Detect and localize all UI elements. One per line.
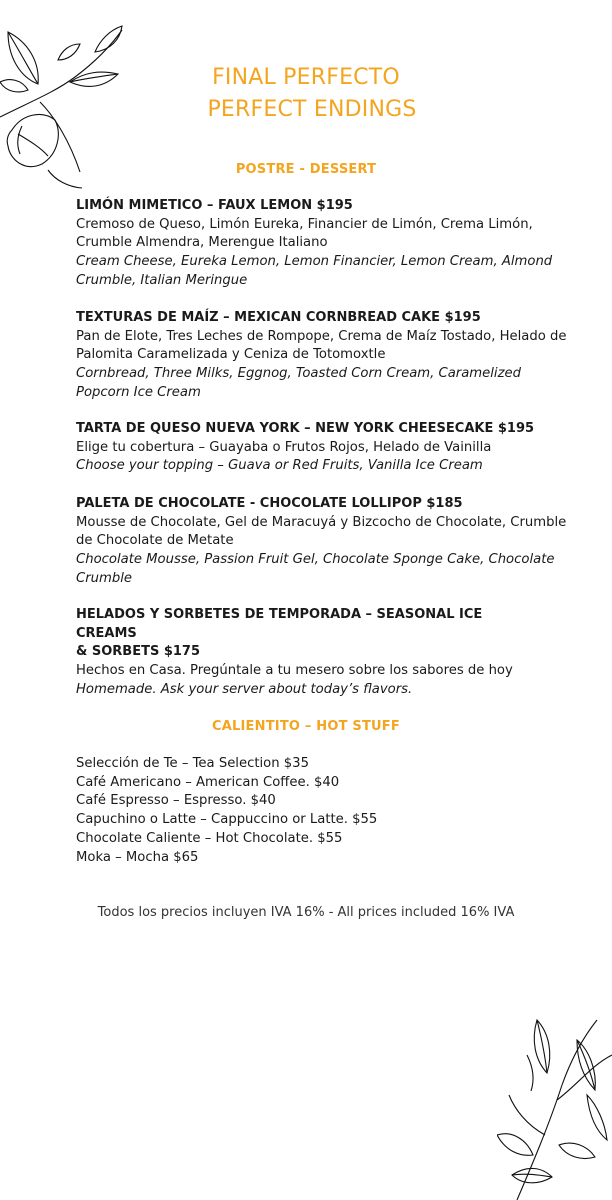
hot-drinks-list [76,755,377,867]
section-heading-hot: CALIENTITO – HOT STUFF [212,719,400,734]
item-title: LIMÓN MIMETICO – FAUX LEMON $195 [76,198,353,213]
menu-item [76,420,576,476]
list-item: Selección de Te – Tea Selection $35 [76,756,309,771]
item-description-en: Cream Cheese, Eureka Lemon, Lemon Financier, Lemon Cream, Almond Crumble, Italian Meringue [76,254,553,288]
item-description-en: Choose your topping – Guava or Red Fruits, Vanilla Ice Cream [76,458,483,474]
menu-item [76,309,576,403]
item-description-es: Elige tu cobertura – Guayaba o Frutos Rojos, Helado de Vainilla [76,439,492,455]
menu-item [76,606,513,700]
list-item: Capuchino o Latte – Cappuccino or Latte. $55 [76,812,378,828]
section-heading-dessert: POSTRE - DESSERT [235,162,377,177]
menu-item [76,495,576,589]
item-title: HELADOS Y SORBETES DE TEMPORADA – SEASONAL ICE CREAMS [76,607,483,641]
list-item: Chocolate Caliente – Hot Chocolate. $55 [76,830,343,846]
item-title: TEXTURAS DE MAÍZ – MEXICAN CORNBREAD CAKE $195 [76,310,481,325]
item-description-es: Pan de Elote, Tres Leches de Rompope, Crema de Maíz Tostado, Helado de Palomita Caramelizada y Ceniza de Totomoxtle [76,328,567,363]
item-description-es: Mousse de Chocolate, Gel de Maracuyá y Bizcocho de Chocolate, Crumble de Chocolate de Metate [76,514,567,549]
title-es: FINAL PERFECTO [212,65,400,90]
item-title: TARTA DE QUESO NUEVA YORK – NEW YORK CHEESECAKE $195 [76,421,535,436]
item-description-en: Chocolate Mousse, Passion Fruit Gel, Chocolate Sponge Cake, Chocolate Crumble [76,552,555,586]
title-en: PERFECT ENDINGS [207,97,417,122]
menu-item [76,197,576,291]
list-item: Café Americano – American Coffee. $40 [76,774,340,790]
item-title-continued: & SORBETS $175 [76,644,201,660]
list-item: Café Espresso – Espresso. $40 [76,793,276,809]
page-title [0,62,612,126]
item-description-es: Hechos en Casa. Pregúntale a tu mesero sobre los sabores de hoy [76,663,513,679]
leaf-branch-illustration-icon [497,1015,612,1200]
item-description-en: Homemade. Ask your server about today’s flavors. [76,681,413,697]
price-note: Todos los precios incluyen IVA 16% - All prices included 16% IVA [97,905,515,920]
item-title: PALETA DE CHOCOLATE - CHOCOLATE LOLLIPOP $185 [76,496,463,511]
item-description-en: Cornbread, Three Milks, Eggnog, Toasted Corn Cream, Caramelized Popcorn Ice Cream [76,366,521,400]
list-item: Moka – Mocha $65 [76,849,199,865]
item-description-es: Cremoso de Queso, Limón Eureka, Financier de Limón, Crema Limón, Crumble Almendra, Merengue Italiano [76,216,533,251]
